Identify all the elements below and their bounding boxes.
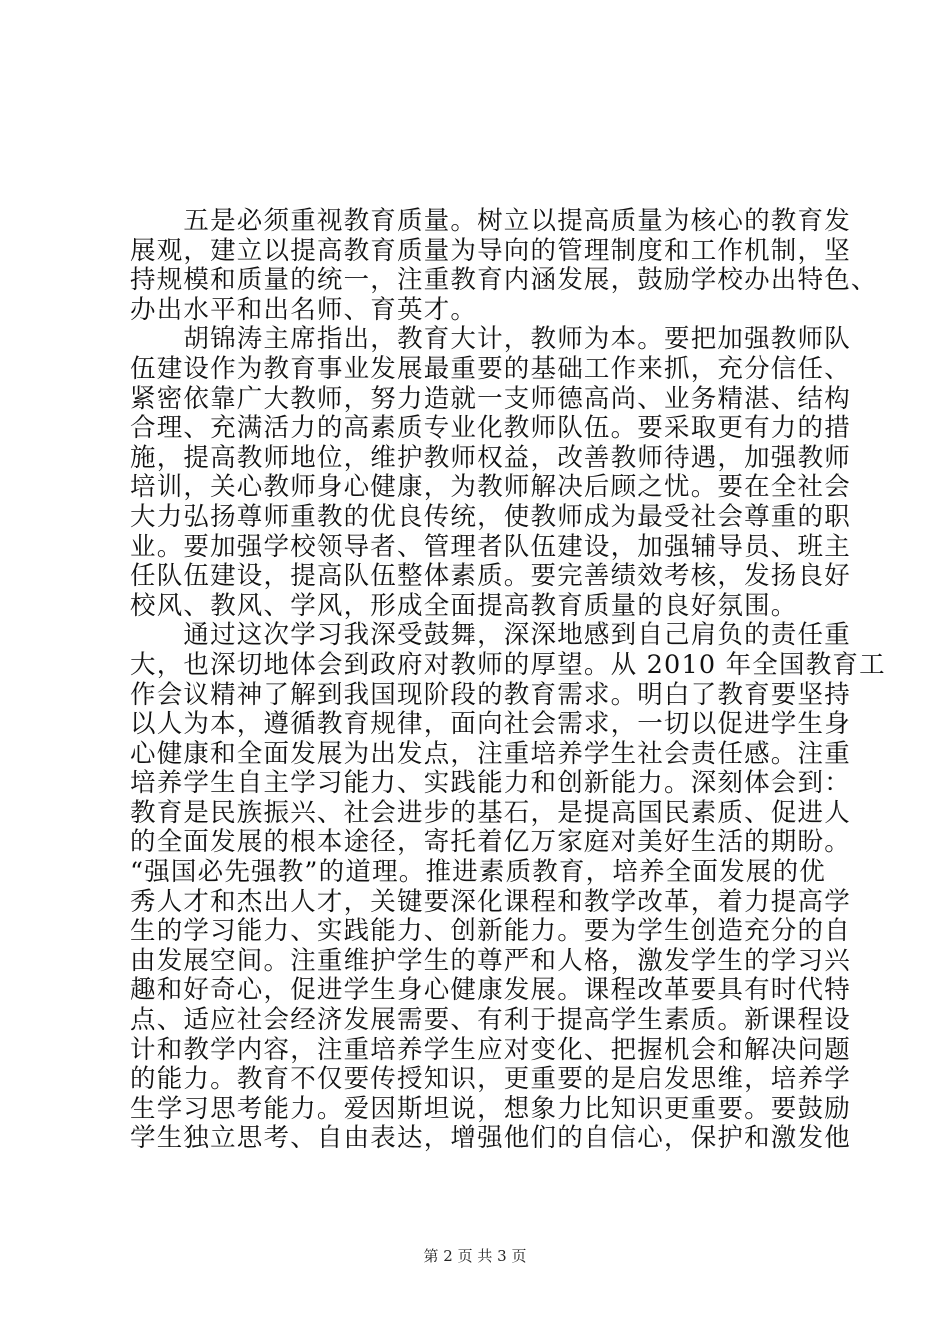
- text-line: 作会议精神了解到我国现阶段的教育需求。明白了教育要坚持: [130, 679, 851, 710]
- text-line: 培训，关心教师身心健康，为教师解决后顾之忧。要在全社会: [130, 472, 851, 503]
- text-line: 胡锦涛主席指出，教育大计，教师为本。要把加强教师队: [130, 324, 851, 355]
- text-line: 心健康和全面发展为出发点，注重培养学生社会责任感。注重: [130, 738, 851, 769]
- page-number: 第 2 页 共 3 页: [423, 1247, 527, 1265]
- text-line: 秀人才和杰出人才，关键要深化课程和教学改革，着力提高学: [130, 886, 851, 917]
- text-line: 培养学生自主学习能力、实践能力和创新能力。深刻体会到：: [130, 768, 851, 799]
- paragraph: [130, 324, 851, 621]
- text-line: 由发展空间。注重维护学生的尊严和人格，激发学生的学习兴: [130, 945, 851, 976]
- text-line: 紧密依靠广大教师，努力造就一支师德高尚、业务精湛、结构: [130, 383, 851, 414]
- text-line: 大力弘扬尊师重教的优良传统，使教师成为最受社会尊重的职: [130, 501, 851, 532]
- text-line: 任队伍建设，提高队伍整体素质。要完善绩效考核，发扬良好: [130, 561, 851, 592]
- text-line: 持规模和质量的统一，注重教育内涵发展，鼓励学校办出特色、: [130, 265, 878, 296]
- text-line: 大，也深切地体会到政府对教师的厚望。从 2010 年全国教育工: [130, 649, 886, 680]
- paragraph: [130, 620, 886, 1154]
- text-line: 校风、教风、学风，形成全面提高教育质量的良好氛围。: [130, 590, 798, 621]
- text-line: 的全面发展的根本途径，寄托着亿万家庭对美好生活的期盼。: [130, 827, 851, 858]
- paragraph: [130, 206, 878, 325]
- text-line: 施，提高教师地位，维护教师权益，改善教师待遇，加强教师: [130, 442, 851, 473]
- page-footer: [0, 1246, 950, 1266]
- text-line: 生的学习能力、实践能力、创新能力。要为学生创造充分的自: [130, 916, 851, 947]
- text-line: 展观，建立以提高教育质量为导向的管理制度和工作机制，坚: [130, 235, 851, 266]
- text-line: “强国必先强教”的道理。推进素质教育，培养全面发展的优: [130, 857, 826, 888]
- text-line: 通过这次学习我深受鼓舞，深深地感到自己肩负的责任重: [130, 620, 851, 651]
- text-line: 伍建设作为教育事业发展最重要的基础工作来抓，充分信任、: [130, 353, 851, 384]
- text-line: 趣和好奇心，促进学生身心健康发展。课程改革要具有时代特: [130, 975, 851, 1006]
- text-line: 合理、充满活力的高素质专业化教师队伍。要采取更有力的措: [130, 413, 851, 444]
- text-line: 的能力。教育不仅要传授知识，更重要的是启发思维，培养学: [130, 1064, 851, 1095]
- text-line: 五是必须重视教育质量。树立以提高质量为核心的教育发: [130, 206, 851, 236]
- text-line: 办出水平和出名师、育英才。: [130, 294, 478, 325]
- text-line: 教育是民族振兴、社会进步的基石，是提高国民素质、促进人: [130, 797, 851, 828]
- text-line: 业。要加强学校领导者、管理者队伍建设，加强辅导员、班主: [130, 531, 851, 562]
- text-line: 计和教学内容，注重培养学生应对变化、把握机会和解决问题: [130, 1034, 851, 1065]
- text-line: 点、适应社会经济发展需要、有利于提高学生素质。新课程设: [130, 1005, 851, 1036]
- text-line: 以人为本，遵循教育规律，面向社会需求，一切以促进学生身: [130, 709, 851, 740]
- document-body: [130, 206, 886, 1154]
- text-line: 生学习思考能力。爱因斯坦说，想象力比知识更重要。要鼓励: [130, 1093, 851, 1124]
- text-line: 学生独立思考、自由表达，增强他们的自信心，保护和激发他: [130, 1123, 851, 1154]
